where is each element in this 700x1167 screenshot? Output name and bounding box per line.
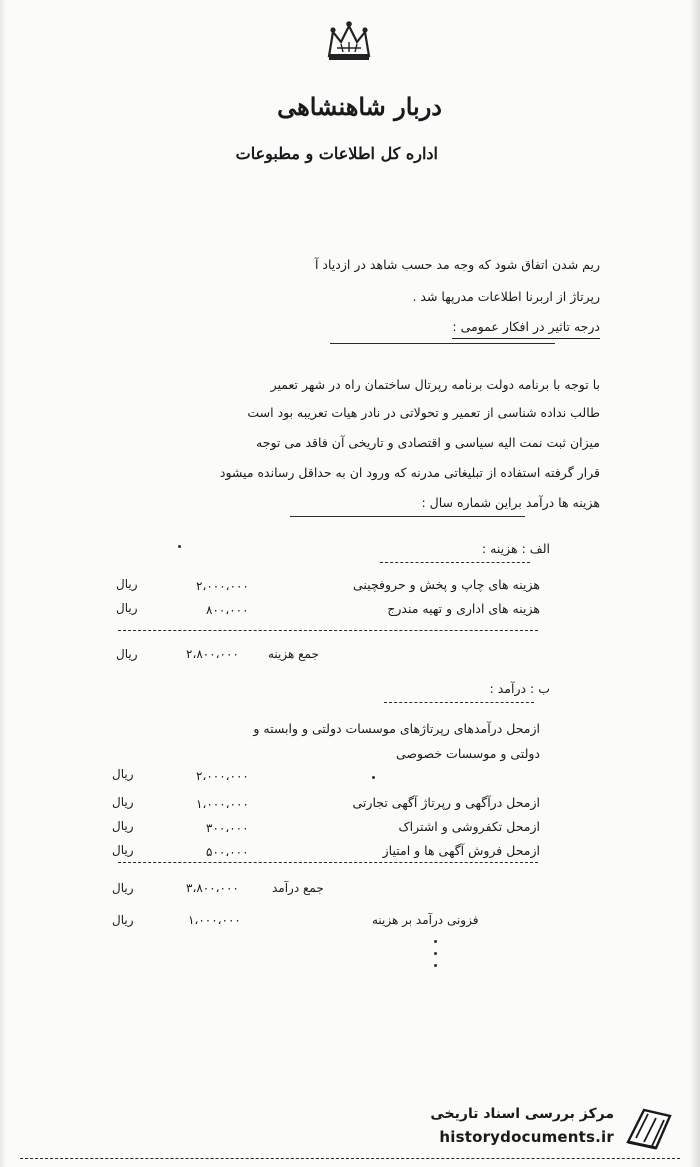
page-bottom-edge [20, 1158, 680, 1159]
income-item-1-label: ازمحل درآمدهای رپرتاژهای موسسات دولتی و وابسته و دولتی و موسسات خصوصی [253, 721, 540, 761]
archive-watermark [418, 1100, 680, 1156]
income-total-label: جمع درآمد [272, 881, 324, 895]
cost-item-1-unit: ریال [116, 577, 138, 591]
surplus-amount: ۱،۰۰۰،۰۰۰ [188, 913, 241, 927]
income-item-4-label: ازمحل فروش آگهی ها و امتیاز [382, 843, 540, 858]
letterhead-title: دربار شاهنشاهی [277, 92, 442, 121]
surplus-label: فزونی درآمد بر هزینه [372, 913, 479, 927]
income-item-4-unit: ریال [112, 843, 134, 857]
costs-total-amount: ۲،۸۰۰،۰۰۰ [186, 647, 239, 661]
paragraph-line-4: قرار گرفته استفاده از تبلیغاتی مدرنه که ورود ان به حداقل رسانده میشود [219, 465, 600, 480]
income-item-2-amount: ۱،۰۰۰،۰۰۰ [196, 797, 249, 811]
income-item-3-amount: ۳۰۰،۰۰۰ [206, 821, 249, 835]
archive-name: مرکز بررسی اسناد تاریخی [430, 1106, 614, 1122]
income-heading-underline [384, 702, 534, 703]
costs-total-label: جمع هزینه [268, 647, 319, 661]
cost-item-1-amount: ۲،۰۰۰،۰۰۰ [196, 579, 249, 593]
paragraph-underline [290, 516, 525, 517]
income-item-2-label: ازمحل درآگهی و رپرتاژ آگهی تجارتی [352, 795, 540, 810]
intro-line-1: ریم شدن اتفاق شود که وجه مد حسب شاهد در ازدیاد آ [314, 257, 600, 272]
surplus-unit: ریال [112, 913, 134, 927]
intro-line-2: رپرتاژ از اربرنا اطلاعات مدرپها شد . [412, 289, 600, 304]
costs-total-divider [118, 630, 538, 631]
income-item-2-unit: ریال [112, 795, 134, 809]
ink-dot [372, 776, 375, 779]
paragraph-line-2: طالب نداده شناسی از تعمیر و تحولاتی در نادر هیات تعریبه بود است [247, 405, 600, 420]
cost-item-2-unit: ریال [116, 601, 138, 615]
paragraph-line-3: میزان ثبت نمت الیه سیاسی و اقتصادی و تاریخی آن فاقد می توجه [256, 435, 600, 450]
cost-item-2-amount: ۸۰۰،۰۰۰ [206, 603, 249, 617]
archive-logo-icon [622, 1102, 676, 1154]
cost-item-2-label: هزینه های اداری و تهیه مندرج [387, 601, 540, 616]
income-heading: ب : درآمد : [489, 681, 550, 696]
income-total-unit: ریال [112, 881, 134, 895]
archive-url: historydocuments.ir [439, 1128, 614, 1146]
ink-dot [434, 940, 437, 943]
impact-heading [100, 318, 600, 339]
paragraph-line-5: هزینه ها درآمد براین شماره سال : [421, 495, 600, 510]
ink-dot [178, 545, 181, 548]
ink-dot [434, 952, 437, 955]
paragraph-line-1: با توجه با برنامه دولت برنامه رپرتال ساختمان راه در شهر تعمیر [270, 377, 600, 392]
cost-item-1-label: هزینه های چاپ و پخش و حروفچینی [353, 577, 540, 592]
income-item-1-amount: ۲،۰۰۰،۰۰۰ [196, 769, 249, 783]
costs-total-unit: ریال [116, 647, 138, 661]
income-item-1-unit: ریال [112, 767, 134, 781]
income-total-divider [118, 862, 538, 863]
costs-heading: الف : هزینه : [481, 541, 550, 556]
letterhead-subtitle: اداره کل اطلاعات و مطبوعات [235, 144, 438, 163]
impact-heading-text: درجه تاثیر در افکار عمومی : [452, 318, 600, 339]
heading-underline [330, 343, 555, 344]
crown-emblem-icon [323, 18, 375, 62]
income-total-amount: ۳،۸۰۰،۰۰۰ [186, 881, 239, 895]
income-item-3-label: ازمحل تکفروشی و اشتراک [398, 819, 540, 834]
income-item-3-unit: ریال [112, 819, 134, 833]
income-item-4-amount: ۵۰۰،۰۰۰ [206, 845, 249, 859]
ink-dot [434, 964, 437, 967]
costs-heading-underline [380, 562, 530, 563]
